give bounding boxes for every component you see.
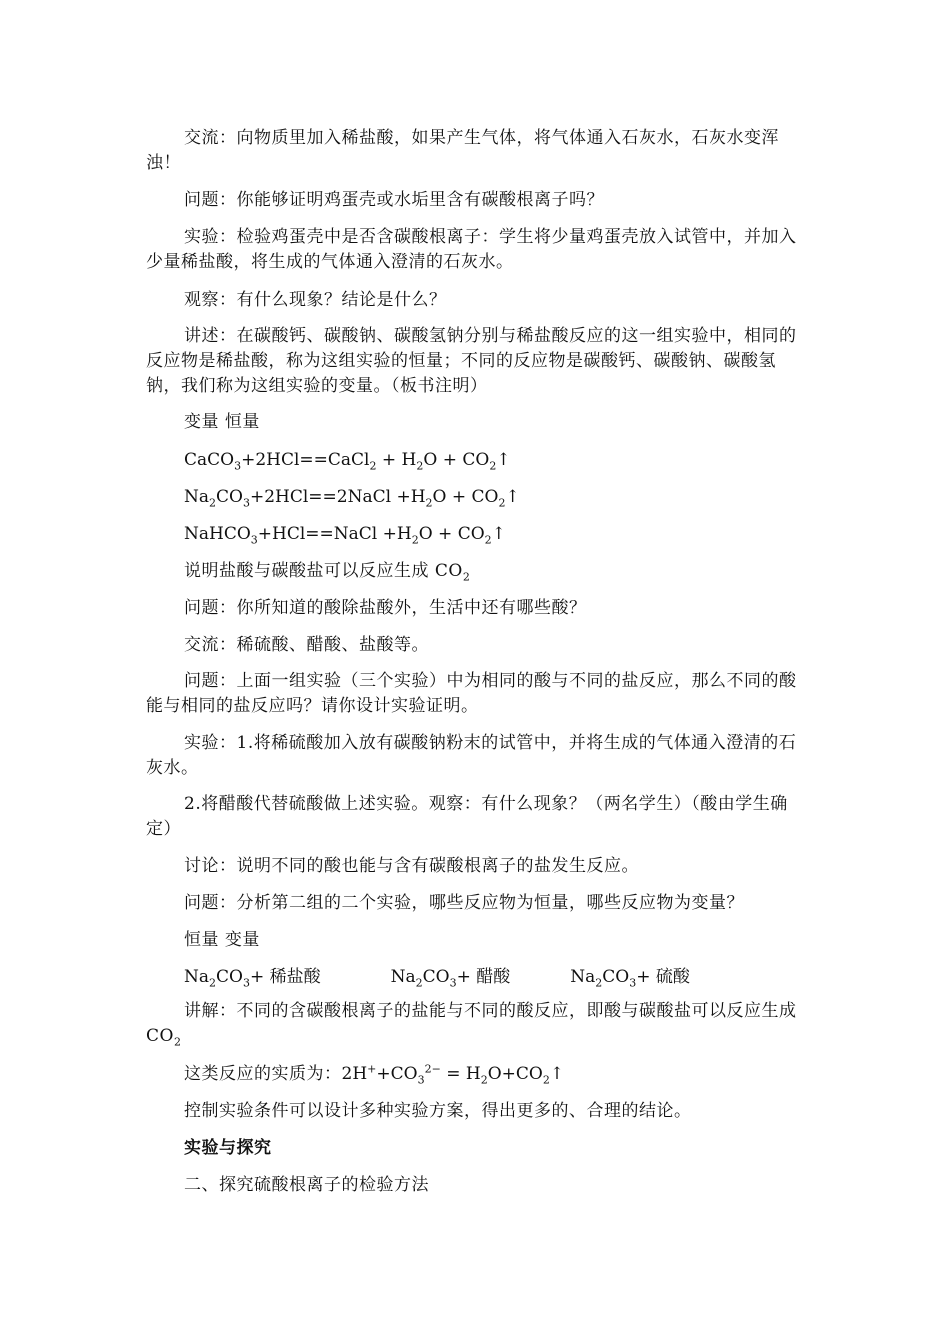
paragraph-experiment-3: 2.将醋酸代替硫酸做上述实验。观察：有什么现象？（两名学生）（酸由学生确定） [146,794,788,839]
label-variable-constant: 变量 恒量 [184,412,260,432]
reactant-pair-3: $Na_2CO_3+$ 硫酸 [570,967,690,990]
paragraph-experiment-2: 实验：1.将稀硫酸加入放有碳酸钠粉末的试管中，并将生成的气体通入澄清的石灰水。 [146,733,797,778]
reactant-pair-1: $Na_2CO_3+$ 稀盐酸 [184,967,321,990]
paragraph-question-3: 问题：上面一组实验（三个实验）中为相同的酸与不同的盐反应，那么不同的酸能与相同的盐反应吗？请你设计实验证明。 [146,671,797,716]
paragraph-experiment-1: 实验：检验鸡蛋壳中是否含碳酸根离子：学生将少量鸡蛋壳放入试管中，并加入少量稀盐酸，将生成的气体通入澄清的石灰水。 [146,227,797,272]
paragraph-exchange-1: 交流：向物质里加入稀盐酸，如果产生气体，将气体通入石灰水，石灰水变浑浊！ [146,128,779,173]
paragraph-conclusion-1: 说明盐酸与碳酸盐可以反应生成 $CO_2$ [184,561,471,584]
paragraph-sulfate-title: 二、探究硫酸根离子的检验方法 [184,1175,429,1195]
paragraph-essence: 这类反应的实质为：$2H^++CO_3^{2-}$ = $H_2O+CO_2↑$ [184,1062,565,1087]
paragraph-question-1: 问题：你能够证明鸡蛋壳或水垢里含有碳酸根离子吗？ [184,190,604,210]
section-heading: 实验与探究 [184,1138,272,1158]
equation-nahco3: NaHCO$_3$+HCl==NaCl $+H_2O$ + $CO_2↑$ [184,524,506,547]
paragraph-question-4: 问题：分析第二组的二个实验，哪些反应物为恒量，哪些反应物为变量？ [184,893,744,913]
paragraph-discussion: 讨论：说明不同的酸也能与含有碳酸根离子的盐发生反应。 [184,856,639,876]
equation-caco3: CaCO$_3$+2HCl==CaCl$_2$ + $H_2O$ + $CO_2↑$ [184,450,511,473]
equation-na2co3: $Na_2CO_3+2HCl==2NaCl +H_2O$ + $CO_2↑$ [184,487,520,510]
equation-row-na2co3-acids [184,965,690,990]
ionic-equation: $2H^++CO_3^{2-}$ = $H_2O+CO_2↑$ [341,1062,565,1087]
paragraph-lecture: 讲解：不同的含碳酸根离子的盐能与不同的酸反应，即酸与碳酸盐可以反应生成 $CO_2$ [146,1001,797,1049]
paragraph-explain-1: 讲述：在碳酸钙、碳酸钠、碳酸氢钠分别与稀盐酸反应的这一组实验中，相同的反应物是稀盐酸，称为这组实验的恒量；不同的反应物是碳酸钙、碳酸钠、碳酸氢钠，我们称为这组实验的变量。（板书注明） [146,326,797,396]
paragraph-question-2: 问题：你所知道的酸除盐酸外，生活中还有哪些酸？ [184,598,587,618]
paragraph-exchange-2: 交流：稀硫酸、醋酸、盐酸等。 [184,635,429,655]
paragraph-observe-1: 观察：有什么现象？结论是什么？ [184,290,447,310]
reactant-pair-2: $Na_2CO_3+$ 醋酸 [390,967,511,990]
paragraph-control-conditions: 控制实验条件可以设计多种实验方案，得出更多的、合理的结论。 [184,1101,692,1121]
label-constant-variable: 恒量 变量 [184,930,260,950]
